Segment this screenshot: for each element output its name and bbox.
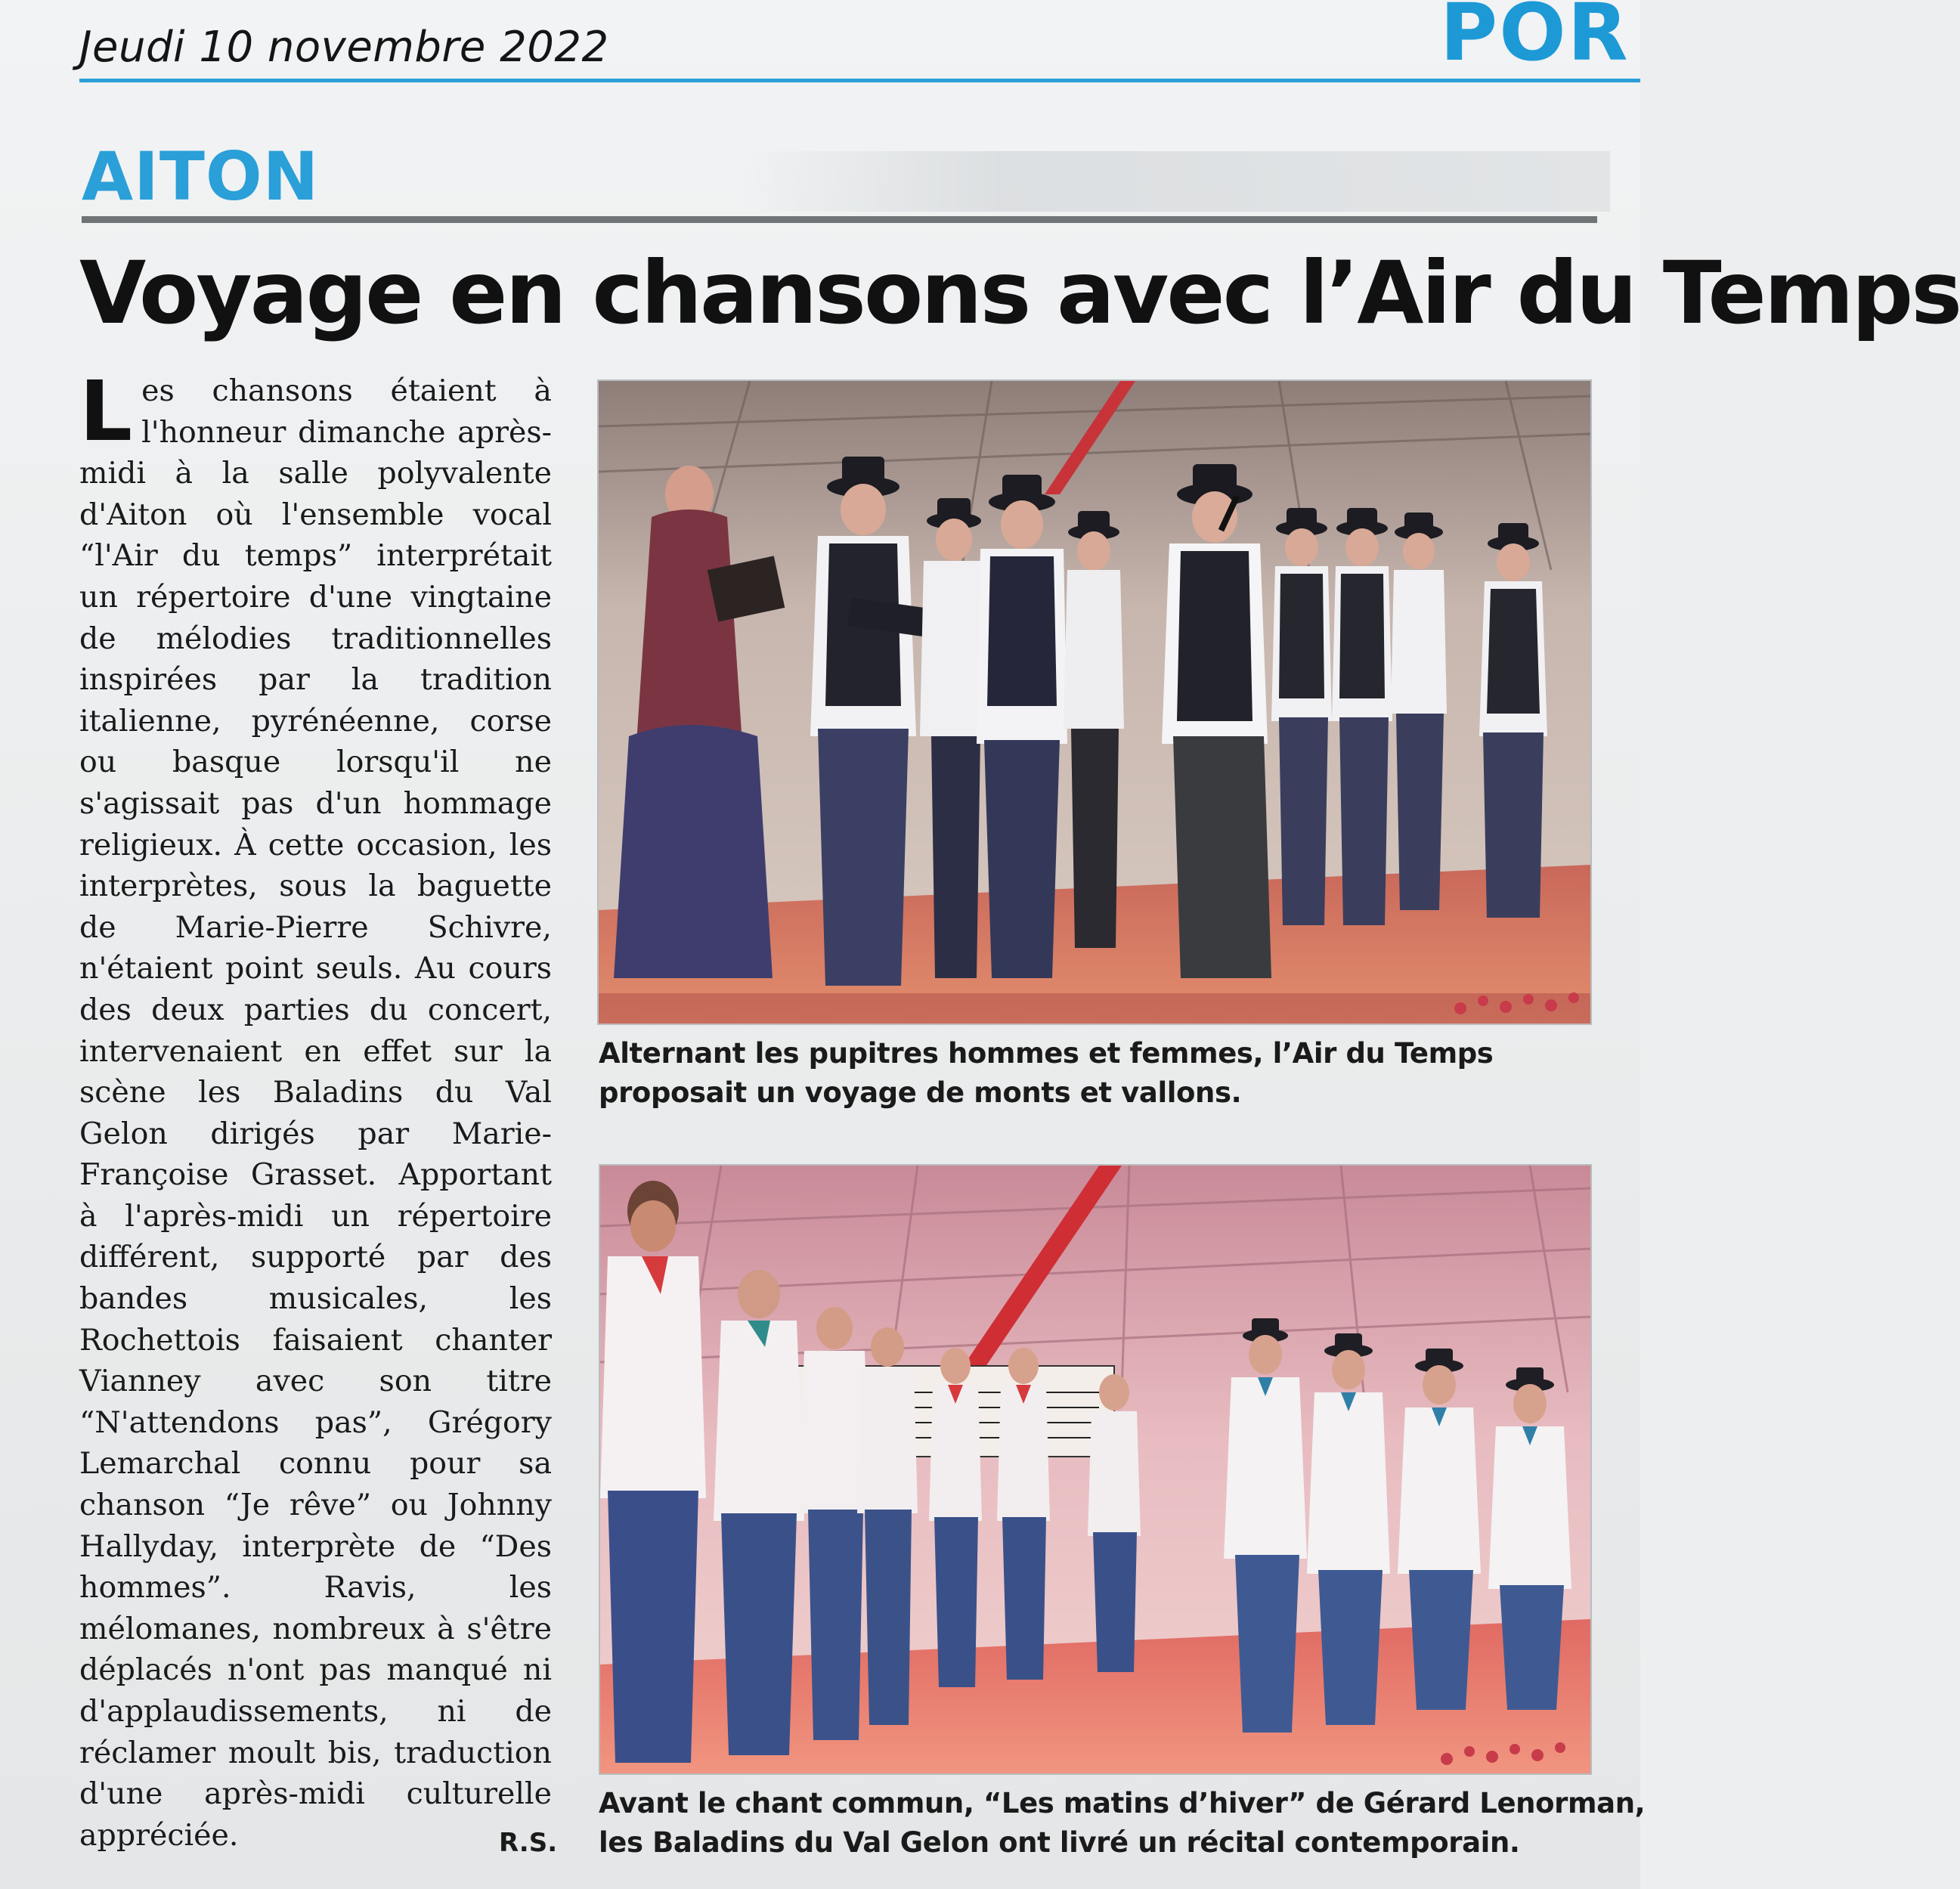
- article-byline: R.S.: [499, 1828, 558, 1858]
- section-rule: [82, 216, 1597, 223]
- photo-2-caption-line-2: les Baladins du Val Gelon ont livré un récital contemporain.: [599, 1826, 1520, 1859]
- photo-choir-air-du-temps: [597, 379, 1592, 1025]
- masthead-rule: [79, 79, 1640, 82]
- photo-1-caption-line-2: proposait un voyage de monts et vallons.: [599, 1076, 1242, 1109]
- section-label: AITON: [82, 138, 320, 215]
- article-body-text: es chansons étaient à l'honneur dimanche après-midi à la salle polyvalente d'Aiton où l'ensemble vocal “l'Air du temps” interprétait un répertoire d'une vingtaine de mélodies traditionnelles inspirées par la tradition italienne, pyrénéenne, corse ou basque lorsqu'il ne s'agissait pas d'un hommage religieux. À cette occasion, les interprètes, sous la baguette de Marie-Pierre Schivre, n'étaient point seuls. Au cours des deux parties du concert, intervenaient en effet sur la scène les Baladins du Val Gelon dirigés par Marie-Françoise Grasset. Apportant à l'après-midi un répertoire différent, supporté par des bandes musicales, les Rochettois faisaient chanter Vianney avec son titre “N'attendons pas”, Grégory Lemarchal connu pour sa chanson “Je rêve” ou Johnny Hallyday, interprète de “Des hommes”. Ravis, les mélomanes, nombreux à s'être déplacés n'ont pas manqué ni d'applaudissements, ni de réclamer moult bis, traduction d'une après-midi culturelle appréciée.: [79, 373, 552, 1853]
- photo-baladins-du-val-gelon: [599, 1164, 1592, 1775]
- dropcap: L: [79, 363, 133, 460]
- photo-2-caption: [599, 1784, 1646, 1863]
- baladins-photo-illustration: [600, 1166, 1590, 1773]
- bleed-through-texture: [741, 151, 1610, 212]
- newspaper-brand-fragment: POR: [1440, 0, 1630, 79]
- choir-photo-illustration: [599, 381, 1590, 1023]
- article-body-column: [79, 363, 552, 1856]
- article-body: [79, 363, 552, 1856]
- photo-1-caption: [599, 1034, 1596, 1113]
- article-headline: Voyage en chansons avec l’Air du Temps: [79, 243, 1960, 343]
- photo-2-caption-line-1: Avant le chant commun, “Les matins d’hiver” de Gérard Lenorman,: [599, 1787, 1646, 1819]
- photo-1-caption-line-1: Alternant les pupitres hommes et femmes, l’Air du Temps: [599, 1037, 1494, 1070]
- edition-date: Jeudi 10 novembre 2022: [79, 23, 609, 72]
